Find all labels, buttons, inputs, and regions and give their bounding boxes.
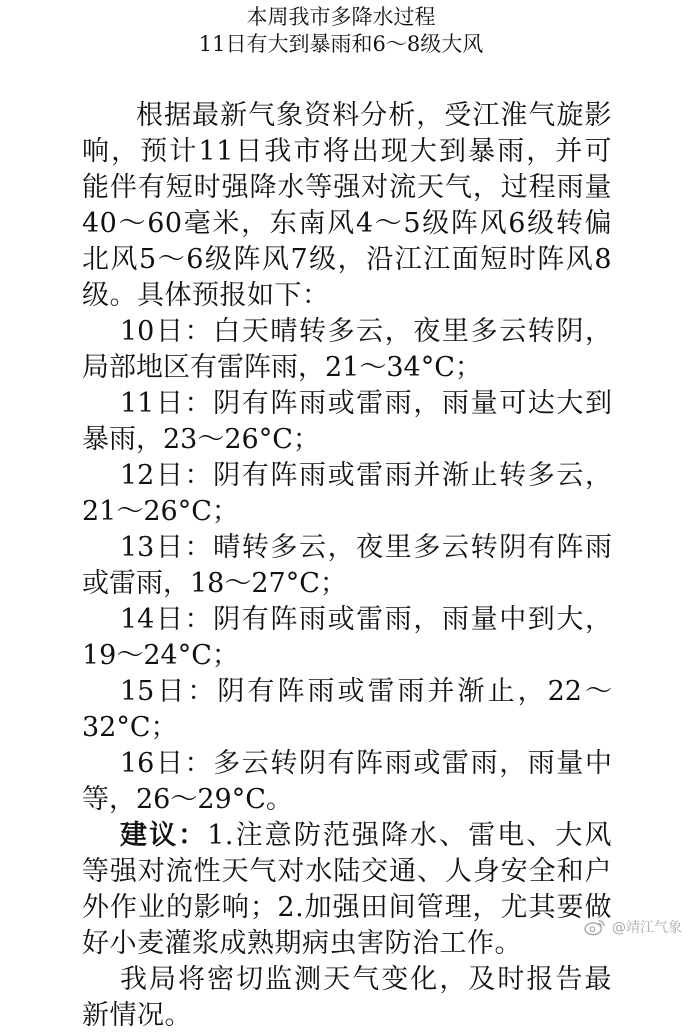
title-line-2: 11日有大到暴雨和6～8级大风 [198,32,484,56]
forecast-day-11: 11日：阴有阵雨或雷雨，雨量可达大到暴雨，23～26°C； [82,388,612,455]
forecast-day-14: 14日：阴有阵雨或雷雨，雨量中到大，19～24°C； [82,604,612,671]
forecast-list [82,314,612,818]
advice-label: 建议： [120,820,208,851]
closing-paragraph: 我局将密切监测天气变化，及时报告最新情况。 [82,964,612,1031]
document [82,4,612,1034]
weibo-icon [584,918,606,936]
watermark [584,917,682,937]
title-line-1: 本周我市多降水过程 [246,5,436,29]
forecast-day-15: 15日：阴有阵雨或雷雨并渐止，22～32°C； [82,676,612,743]
forecast-day-12: 12日：阴有阵雨或雷雨并渐止转多云，21～26°C； [82,460,612,527]
forecast-day-13: 13日：晴转多云，夜里多云转阴有阵雨或雷雨，18～27°C； [82,532,612,599]
forecast-day-16: 16日：多云转阴有阵雨或雷雨，雨量中等，26～29°C。 [82,748,612,815]
forecast-day-10: 10日：白天晴转多云，夜里多云转阴，局部地区有雷阵雨，21～34°C； [82,316,612,383]
intro-paragraph: 根据最新气象资料分析，受江淮气旋影响，预计11日我市将出现大到暴雨，并可能伴有短时强降水等强对流天气，过程雨量40～60毫米，东南风4～5级阵风6级转偏北风5～6级阵风7级，沿江江面短时阵风8级。具体预报如下： [82,100,612,311]
advice-text: 1.注意防范强降水、雷电、大风等强对流性天气对水陆交通、人身安全和户外作业的影响；2.加强田间管理，尤其要做好小麦灌浆成熟期病虫害防治工作。 [82,820,612,959]
watermark-text: @靖江气象 [612,920,682,936]
title-block [70,4,612,58]
advice-paragraph [82,818,612,962]
